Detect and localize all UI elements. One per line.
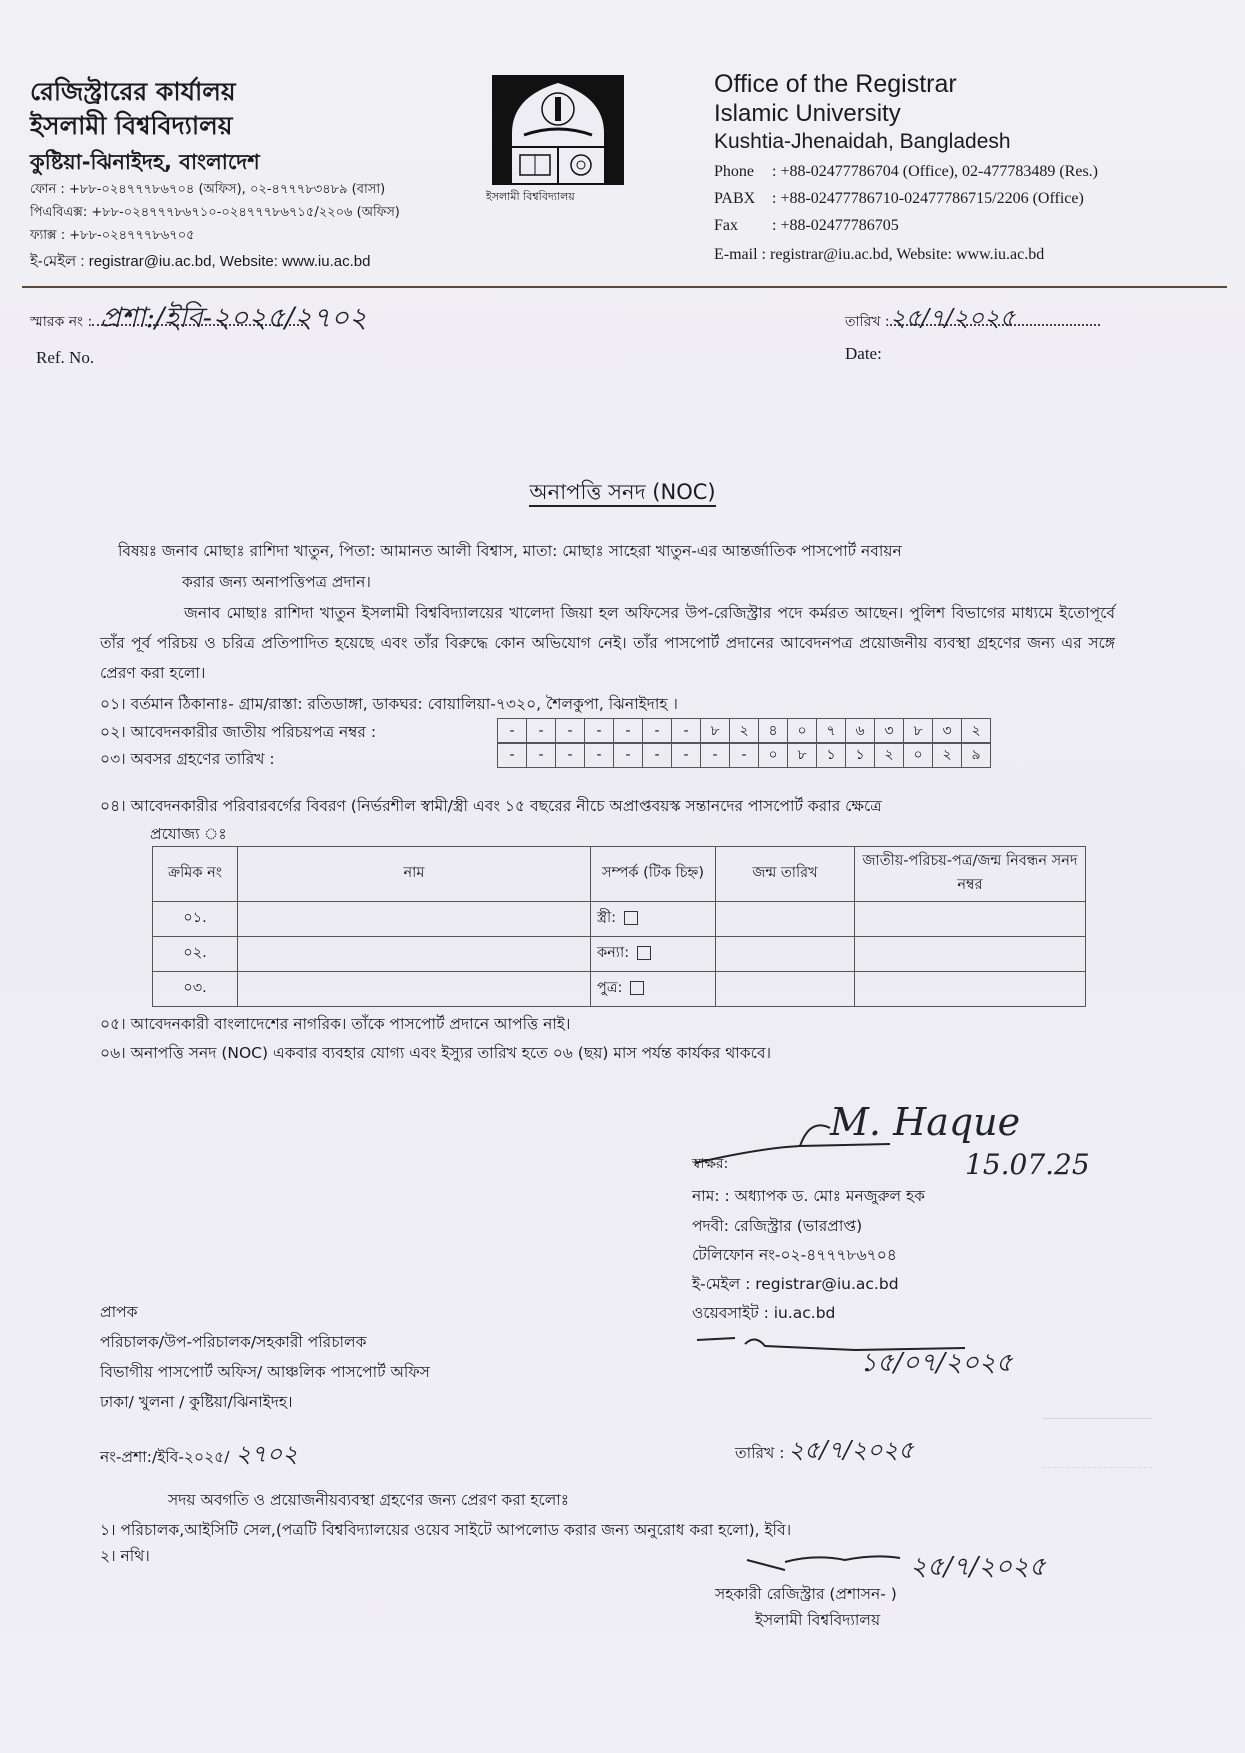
nid-digit-cell: ৬ (846, 719, 875, 744)
logo-caption: ইসলামী বিশ্ববিদ্যালয় (486, 190, 575, 203)
retire-digit-cell: - (672, 743, 701, 768)
retire-digit-cell: ২ (933, 743, 962, 768)
asst-designation: সহকারী রেজিস্ট্রার (প্রশাসন- ) (715, 1585, 897, 1603)
phone-bn: ফোন : +৮৮-০২৪৭৭৭৮৬৭০৪ (অফিস), ০২-৪৭৭৭৮৩৪৮৯ (বাসা) (30, 182, 386, 197)
checkbox-daughter[interactable] (637, 946, 651, 960)
signatory-telephone: টেলিফোন নং-০২-৪৭৭৭৮৬৭০৪ (692, 1246, 897, 1264)
table-row (153, 902, 1086, 937)
initial-date-handwritten: ১৫/০৭/২০২৫ (860, 1348, 1013, 1378)
nid-digit-cell: ৩ (933, 719, 962, 744)
retire-digit-cell: - (701, 743, 730, 768)
item-address: ০১। বর্তমান ঠিকানাঃ- গ্রাম/রাস্তা: রতিডাঙ্গা, ডাকঘর: বোয়ালিয়া-৭৩২০, শৈলকুপা, ঝিনাইদাহ । (100, 695, 678, 713)
row-relation: স্ত্রী: (591, 902, 716, 937)
retire-digit-cell: ০ (759, 743, 788, 768)
retire-digit-cell: - (498, 743, 527, 768)
nid-digit-cell: ৮ (701, 719, 730, 744)
date-label-bn: তারিখ : (845, 310, 1100, 334)
retire-digit-cell: - (614, 743, 643, 768)
signature-label: স্বাক্ষর: (692, 1156, 729, 1172)
table-row (153, 937, 1086, 972)
nid-digit-cell: ২ (730, 719, 759, 744)
row-dob[interactable] (716, 937, 855, 972)
recipient-line3: ঢাকা/ খুলনা / কুষ্টিয়া/ঝিনাইদহ। (100, 1393, 293, 1411)
row-nid[interactable] (855, 972, 1086, 1007)
university-logo (492, 75, 624, 185)
row-serial: ০১. (153, 902, 238, 937)
retire-digit-cell: ২ (875, 743, 904, 768)
retire-digit-cell: ৯ (962, 743, 991, 768)
nid-digit-cell: ০ (788, 719, 817, 744)
nid-digit-cell: ২ (962, 719, 991, 744)
row-nid[interactable] (855, 937, 1086, 972)
location-en: Kushtia-Jhenaidah, Bangladesh (714, 130, 1011, 153)
retire-digit-cell: - (585, 743, 614, 768)
col-serial: ক্রমিক নং (153, 847, 238, 902)
nid-digit-cell: ৭ (817, 719, 846, 744)
asst-sign-date: ২৫/৭/২০২৫ (910, 1552, 1046, 1582)
ref-number-handwritten: প্রশা:/ইবি-২০২৫/২৭০২ (100, 301, 368, 334)
memo-number: নং-প্রশা:/ইবি-২০২৫/ ২৭০২ (100, 1440, 298, 1468)
date-label-en: Date: (845, 344, 882, 363)
email-bn: ই-মেইল : registrar@iu.ac.bd, Website: www.iu.ac.bd (30, 253, 371, 270)
nid-digit-cell: - (527, 719, 556, 744)
signatory-email: ই-মেইল : registrar@iu.ac.bd (692, 1275, 899, 1293)
table-row (153, 972, 1086, 1007)
row-serial: ০৩. (153, 972, 238, 1007)
row-name[interactable] (238, 902, 591, 937)
row-name[interactable] (238, 937, 591, 972)
item-validity: ০৬। অনাপত্তি সনদ (NOC) একবার ব্যবহার যোগ্য এবং ইস্যুর তারিখ হতে ০৬ (ছয়) মাস পর্যন্ত কার্যকর থাকবে। (100, 1044, 771, 1062)
row-serial: ০২. (153, 937, 238, 972)
row-dob[interactable] (716, 972, 855, 1007)
retire-digit-cell: ১ (846, 743, 875, 768)
body-paragraph: জনাব মোছাঃ রাশিদা খাতুন ইসলামী বিশ্ববিদ্যালয়ের খালেদা জিয়া হল অফিসের উপ-রেজিস্ট্রার পদে কর্মরত আছেন। পুলিশ বিভাগের মাধ্যমে ইতোপূর্বে তাঁর পূর্ব পরিচয় ও চরিত্র প্রতিপাদিত হয়েছে এবং তাঁর বিরুদ্ধে কোন অভিযোগ নেই। তাঁর পাসপোর্ট প্রদানের আবেদনপত্র প্রয়োজনীয় ব্যবস্থা গ্রহণের জন্য এর সঙ্গে প্রেরণ করা হলো। (100, 604, 1115, 682)
asst-signature-icon (745, 1552, 905, 1576)
retire-digit-cell: - (527, 743, 556, 768)
recipient-line2: বিভাগীয় পাসপোর্ট অফিস/ আঞ্চলিক পাসপোর্ট অফিস (100, 1363, 430, 1381)
col-relation: সম্পর্ক (টিক চিহ্ন) (591, 847, 716, 902)
item-family-line2: প্রযোজ্য ঃ (150, 825, 227, 843)
row-relation: পুত্র: (591, 972, 716, 1007)
office-name-en: Office of the Registrar (714, 70, 957, 98)
item-family-line1: ০৪। আবেদনকারীর পরিবারবর্গের বিবরণ (নির্ভরশীল স্বামী/স্ত্রী এবং ১৫ বছরের নীচে অপ্রাপ্তবয়স্ক সন্তানদের পাসপোর্ট করার ক্ষেত্রে (100, 797, 882, 815)
family-table (152, 846, 1086, 1007)
signature-handwritten: M. Haque (830, 1100, 1021, 1144)
nid-digit-grid (497, 718, 991, 744)
nid-digit-cell: - (672, 719, 701, 744)
logo-emblem-icon (492, 75, 624, 185)
nid-digit-cell: ৮ (904, 719, 933, 744)
nid-digit-cell: - (498, 719, 527, 744)
recipient-line1: পরিচালক/উপ-পরিচালক/সহকারী পরিচালক (100, 1333, 367, 1351)
date-handwritten: ২৫/৭/২০২৫ (890, 304, 1016, 332)
asst-organization: ইসলামী বিশ্ববিদ্যালয় (755, 1611, 881, 1629)
ref-label-en: Ref. No. (36, 348, 95, 367)
pabx-bn: পিএবিএক্স: +৮৮-০২৪৭৭৭৮৬৭১০-০২৪৭৭৭৮৬৭১৫/২২০৬ (অফিস) (30, 205, 400, 220)
copy-intro: সদয় অবগতি ও প্রয়োজনীয়ব্যবস্থা গ্রহণের জন্য প্রেরণ করা হলোঃ (168, 1491, 570, 1509)
retire-digit-cell: ১ (817, 743, 846, 768)
item-citizen: ০৫। আবেদনকারী বাংলাদেশের নাগরিক। তাঁকে পাসপোর্ট প্রদানে আপত্তি নাই। (100, 1015, 571, 1033)
retire-date-digit-grid (497, 742, 991, 768)
subject-line-2: করার জন্য অনাপত্তিপত্র প্রদান। (182, 573, 371, 591)
checkbox-wife[interactable] (624, 911, 638, 925)
copy-item-1: ১। পরিচালক,আইসিটি সেল,(পত্রটি বিশ্ববিদ্যালয়ের ওয়েব সাইটে আপলোড করার জন্য অনুরোধ করা হলো), ইবি। (100, 1521, 792, 1539)
retire-digit-cell: - (556, 743, 585, 768)
checkbox-son[interactable] (630, 981, 644, 995)
signatory-designation: পদবী: রেজিস্ট্রার (ভারপ্রাপ্ত) (692, 1217, 863, 1235)
nid-digit-cell: - (556, 719, 585, 744)
recipient-label: প্রাপক (100, 1303, 138, 1321)
office-name-bn: রেজিস্ট্রারের কার্যালয় (30, 77, 236, 106)
subject-line: বিষয়ঃ জনাব মোছাঃ রাশিদা খাতুন, পিতা: আমানত আলী বিশ্বাস, মাতা: মোছাঃ সাহেরা খাতুন-এর আন্তর্জাতিক পাসপোর্ট নবায়ন (118, 542, 902, 560)
nid-digit-cell: - (585, 719, 614, 744)
row-nid[interactable] (855, 902, 1086, 937)
col-dob: জন্ম তারিখ (716, 847, 855, 902)
signature-date: 15.07.25 (965, 1148, 1090, 1181)
row-relation: কন্যা: (591, 937, 716, 972)
document-title: অনাপত্তি সনদ (NOC) (0, 476, 1245, 511)
signatory-website: ওয়েবসাইট : iu.ac.bd (692, 1304, 836, 1322)
row-dob[interactable] (716, 902, 855, 937)
pabx-en: PABX : +88-02477786710-02477786715/2206 (Office) (714, 190, 1084, 207)
copy-item-2: ২। নথি। (100, 1547, 150, 1565)
header-divider (22, 286, 1227, 288)
fax-en: Fax : +88-02477786705 (714, 217, 899, 234)
retire-digit-cell: - (643, 743, 672, 768)
family-table-header (153, 847, 1086, 902)
nid-digit-cell: - (643, 719, 672, 744)
signatory-name: নাম: : অধ্যাপক ড. মোঃ মনজুরুল হক (692, 1187, 925, 1205)
location-bn: কুষ্টিয়া-ঝিনাইদহ, বাংলাদেশ (30, 150, 260, 174)
memo-date: তারিখ : ২৫/৭/২০২৫ (735, 1436, 914, 1464)
fax-bn: ফ্যাক্স : +৮৮-০২৪৭৭৭৮৬৭০৫ (30, 228, 195, 243)
col-nid: জাতীয়-পরিচয়-পত্র/জন্ম নিবন্ধন সনদ নম্বর (855, 847, 1086, 902)
retire-digit-cell: - (730, 743, 759, 768)
faint-stamp (1042, 1418, 1152, 1468)
nid-digit-cell: ৪ (759, 719, 788, 744)
email-en: E-mail : registrar@iu.ac.bd, Website: www.iu.ac.bd (714, 246, 1045, 263)
col-name: নাম (238, 847, 591, 902)
retire-digit-cell: ৮ (788, 743, 817, 768)
ref-label-bn: স্মারক নং : (30, 310, 307, 334)
phone-en: Phone : +88-02477786704 (Office), 02-477783489 (Res.) (714, 163, 1099, 180)
university-name-en: Islamic University (714, 100, 901, 127)
retire-digit-cell: ০ (904, 743, 933, 768)
nid-digit-cell: ৩ (875, 719, 904, 744)
item-retire-label: ০৩। অবসর গ্রহণের তারিখ : (100, 750, 275, 768)
nid-digit-cell: - (614, 719, 643, 744)
university-name-bn: ইসলামী বিশ্ববিদ্যালয় (30, 111, 233, 140)
item-nid-label: ০২। আবেদনকারীর জাতীয় পরিচয়পত্র নম্বর : (100, 723, 377, 741)
row-name[interactable] (238, 972, 591, 1007)
